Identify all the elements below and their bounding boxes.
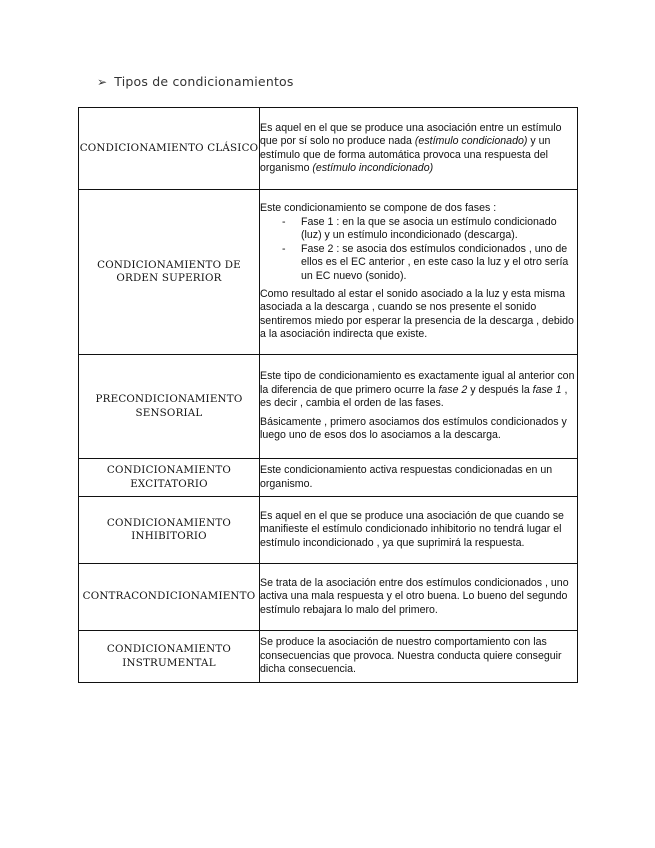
definition-italic-text: fase 1 — [532, 383, 562, 396]
definition-paragraph: Como resultado al estar el sonido asociado a la luz y esta misma asociada a la descarga , cuando se nos presente el sonido sentiremos miedo por esperar la presencia de la descarga , debido a la asociación indirecta que existe. — [260, 287, 574, 341]
definition-cell — [260, 631, 578, 683]
definition-paragraph: Este condicionamiento se compone de dos fases : — [260, 202, 497, 215]
term-cell: CONDICIONAMIENTO INHIBITORIO — [79, 497, 260, 564]
definition-paragraph: Se trata de la asociación entre dos estímulos condicionados , uno activa una mala respuesta y el otro buena. Lo bueno del segundo estímulo rebajara lo malo del primero. — [260, 576, 569, 616]
definition-paragraph: Básicamente , primero asociamos dos estímulos condicionados y luego uno de esos dos lo asociamos a la descarga. — [260, 415, 567, 442]
list-item — [260, 243, 577, 283]
definition-paragraph — [260, 370, 577, 410]
term-cell: CONDICIONAMIENTO DE ORDEN SUPERIOR — [79, 190, 260, 355]
table-row — [79, 497, 578, 564]
definition-text: y un estímulo que de forma automática provoca una respuesta del organismo — [260, 135, 551, 174]
definition-paragraph: Se produce la asociación de nuestro comportamiento con las consecuencias que provoca. Nuestra conducta quiere conseguir dicha consecuencia. — [260, 636, 562, 676]
arrow-bullet-icon: ➢ — [97, 75, 108, 89]
section-heading-text: Tipos de condicionamientos — [114, 74, 294, 89]
definition-cell — [260, 497, 578, 564]
table-row — [79, 564, 578, 631]
list-item-text: Fase 1 : en la que se asocia un estímulo condicionado (luz) y un estímulo incondicionado (descarga). — [301, 215, 557, 242]
definition-italic-text: (estímulo condicionado) — [414, 135, 528, 148]
definition-cell — [260, 459, 578, 497]
table-row — [79, 631, 578, 683]
definition-cell — [260, 108, 578, 190]
definition-cell — [260, 190, 578, 355]
definition-paragraph — [260, 122, 577, 176]
definition-italic-text: (estímulo incondicionado) — [312, 161, 434, 174]
term-cell: CONDICIONAMIENTO EXCITATORIO — [79, 459, 260, 497]
definition-paragraph: Este condicionamiento activa respuestas condicionadas en un organismo. — [260, 464, 553, 490]
definition-cell — [260, 355, 578, 459]
definition-text: y después la — [467, 383, 533, 396]
dash-bullet-icon: - — [282, 215, 286, 228]
definition-text: Es aquel en el que se produce una asociación entre un estímulo que por sí solo no produce nada — [260, 121, 562, 148]
table-row — [79, 108, 578, 190]
conditioning-types-table — [78, 107, 578, 683]
list-item — [260, 216, 577, 243]
table-row — [79, 190, 578, 355]
phase-list — [260, 216, 577, 283]
table-row — [79, 459, 578, 497]
table-row — [79, 355, 578, 459]
definition-italic-text: fase 2 — [438, 383, 468, 396]
definition-text: Este tipo de condicionamiento es exactamente igual al anterior con la diferencia de que primero ocurre la — [260, 370, 575, 396]
term-cell: PRECONDICIONAMIENTO SENSORIAL — [79, 355, 260, 459]
definition-text: , es decir , cambia el orden de las fases. — [260, 383, 568, 410]
list-item-text: Fase 2 : se asocia dos estímulos condicionados , uno de ellos es el EC anterior , en este caso la luz y el otro sería un EC nuevo (sonido). — [301, 242, 569, 282]
section-heading — [97, 74, 294, 89]
term-cell: CONDICIONAMIENTO INSTRUMENTAL — [79, 631, 260, 683]
dash-bullet-icon: - — [282, 242, 286, 255]
definition-cell — [260, 564, 578, 631]
definition-paragraph: Es aquel en el que se produce una asociación de que cuando se manifieste el estímulo condicionado inhibitorio no tendrá lugar el estímulo incondicionado , ya que suprimirá la respuesta. — [260, 509, 564, 549]
term-cell: CONTRACONDICIONAMIENTO — [79, 564, 260, 631]
term-cell: CONDICIONAMIENTO CLÁSICO — [79, 108, 260, 190]
